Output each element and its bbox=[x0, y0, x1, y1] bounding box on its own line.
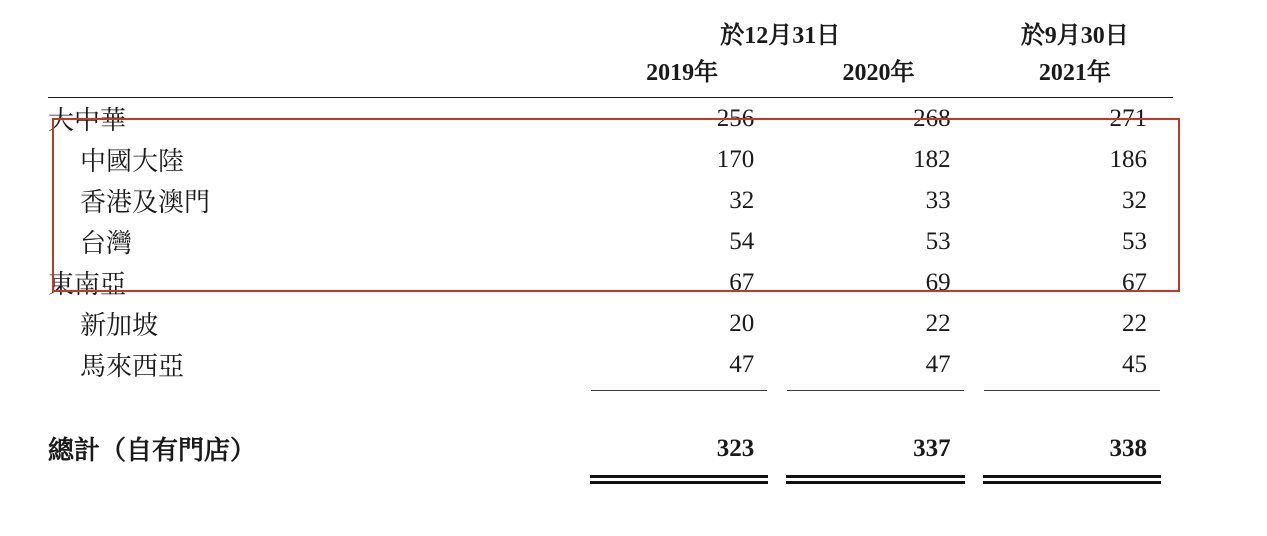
table-row bbox=[48, 303, 1173, 344]
row-label: 新加坡 bbox=[80, 311, 159, 340]
row-value-2020: 268 bbox=[913, 104, 951, 132]
total-double-rule-row bbox=[48, 469, 1173, 484]
total-value-2021: 338 bbox=[1109, 434, 1147, 462]
total-value-2020: 337 bbox=[913, 434, 951, 462]
row-label: 台灣 bbox=[80, 229, 133, 258]
row-label: 東南亞 bbox=[48, 270, 127, 299]
table-header bbox=[48, 14, 1173, 98]
header-group-dec31: 於12月31日 bbox=[720, 23, 841, 49]
subtotal-rule-row bbox=[48, 385, 1173, 392]
row-value-2021: 186 bbox=[1109, 145, 1147, 173]
row-value-2020: 53 bbox=[925, 227, 951, 255]
spacer-row bbox=[48, 392, 1173, 428]
total-value-2019: 323 bbox=[716, 434, 755, 462]
row-value-2021: 67 bbox=[1122, 268, 1147, 296]
row-value-2019: 67 bbox=[729, 268, 755, 296]
row-value-2021: 53 bbox=[1122, 227, 1147, 255]
double-rule-2019 bbox=[584, 469, 780, 484]
row-value-2020: 33 bbox=[925, 186, 951, 214]
row-label: 中國大陸 bbox=[80, 147, 185, 176]
header-year-2020: 2020年 bbox=[842, 60, 915, 86]
subtotal-rule-spacer bbox=[48, 385, 584, 392]
store-count-table bbox=[48, 14, 1173, 484]
table-row bbox=[48, 221, 1173, 262]
double-rule-spacer bbox=[48, 469, 584, 484]
header-group-sep30: 於9月30日 bbox=[1020, 23, 1129, 49]
header-year-row bbox=[48, 51, 1173, 97]
row-value-2019: 20 bbox=[729, 309, 755, 337]
row-label: 香港及澳門 bbox=[80, 188, 211, 217]
row-label: 大中華 bbox=[48, 106, 127, 135]
subtotal-rule-2021 bbox=[977, 385, 1173, 392]
row-value-2021: 32 bbox=[1122, 186, 1147, 214]
row-value-2020: 47 bbox=[925, 350, 951, 378]
row-value-2019: 170 bbox=[716, 145, 755, 173]
table-body bbox=[48, 98, 1173, 484]
header-empty-cell bbox=[48, 14, 584, 51]
total-label: 總計（自有門店） bbox=[48, 436, 257, 465]
row-value-2020: 22 bbox=[925, 309, 951, 337]
row-value-2019: 54 bbox=[729, 227, 755, 255]
double-rule-2020 bbox=[780, 469, 976, 484]
table-row bbox=[48, 262, 1173, 303]
table-row bbox=[48, 344, 1173, 385]
row-value-2020: 182 bbox=[913, 145, 951, 173]
spacer-cell bbox=[48, 392, 1173, 428]
row-value-2020: 69 bbox=[925, 268, 951, 296]
row-label: 馬來西亞 bbox=[80, 352, 185, 381]
table-row bbox=[48, 180, 1173, 221]
row-value-2019: 32 bbox=[729, 186, 755, 214]
header-year-2019: 2019年 bbox=[646, 60, 719, 86]
subtotal-rule-2019 bbox=[584, 385, 780, 392]
row-value-2019: 256 bbox=[716, 104, 755, 132]
subtotal-rule-2020 bbox=[780, 385, 976, 392]
header-empty-cell-2 bbox=[48, 51, 584, 97]
header-year-2021: 2021年 bbox=[1038, 60, 1111, 86]
row-value-2021: 271 bbox=[1109, 104, 1147, 132]
row-value-2019: 47 bbox=[729, 350, 755, 378]
table-row bbox=[48, 139, 1173, 180]
table-row bbox=[48, 98, 1173, 139]
row-value-2021: 45 bbox=[1122, 350, 1147, 378]
row-value-2021: 22 bbox=[1122, 309, 1147, 337]
header-group-row bbox=[48, 14, 1173, 51]
double-rule-2021 bbox=[977, 469, 1173, 484]
total-row bbox=[48, 428, 1173, 469]
